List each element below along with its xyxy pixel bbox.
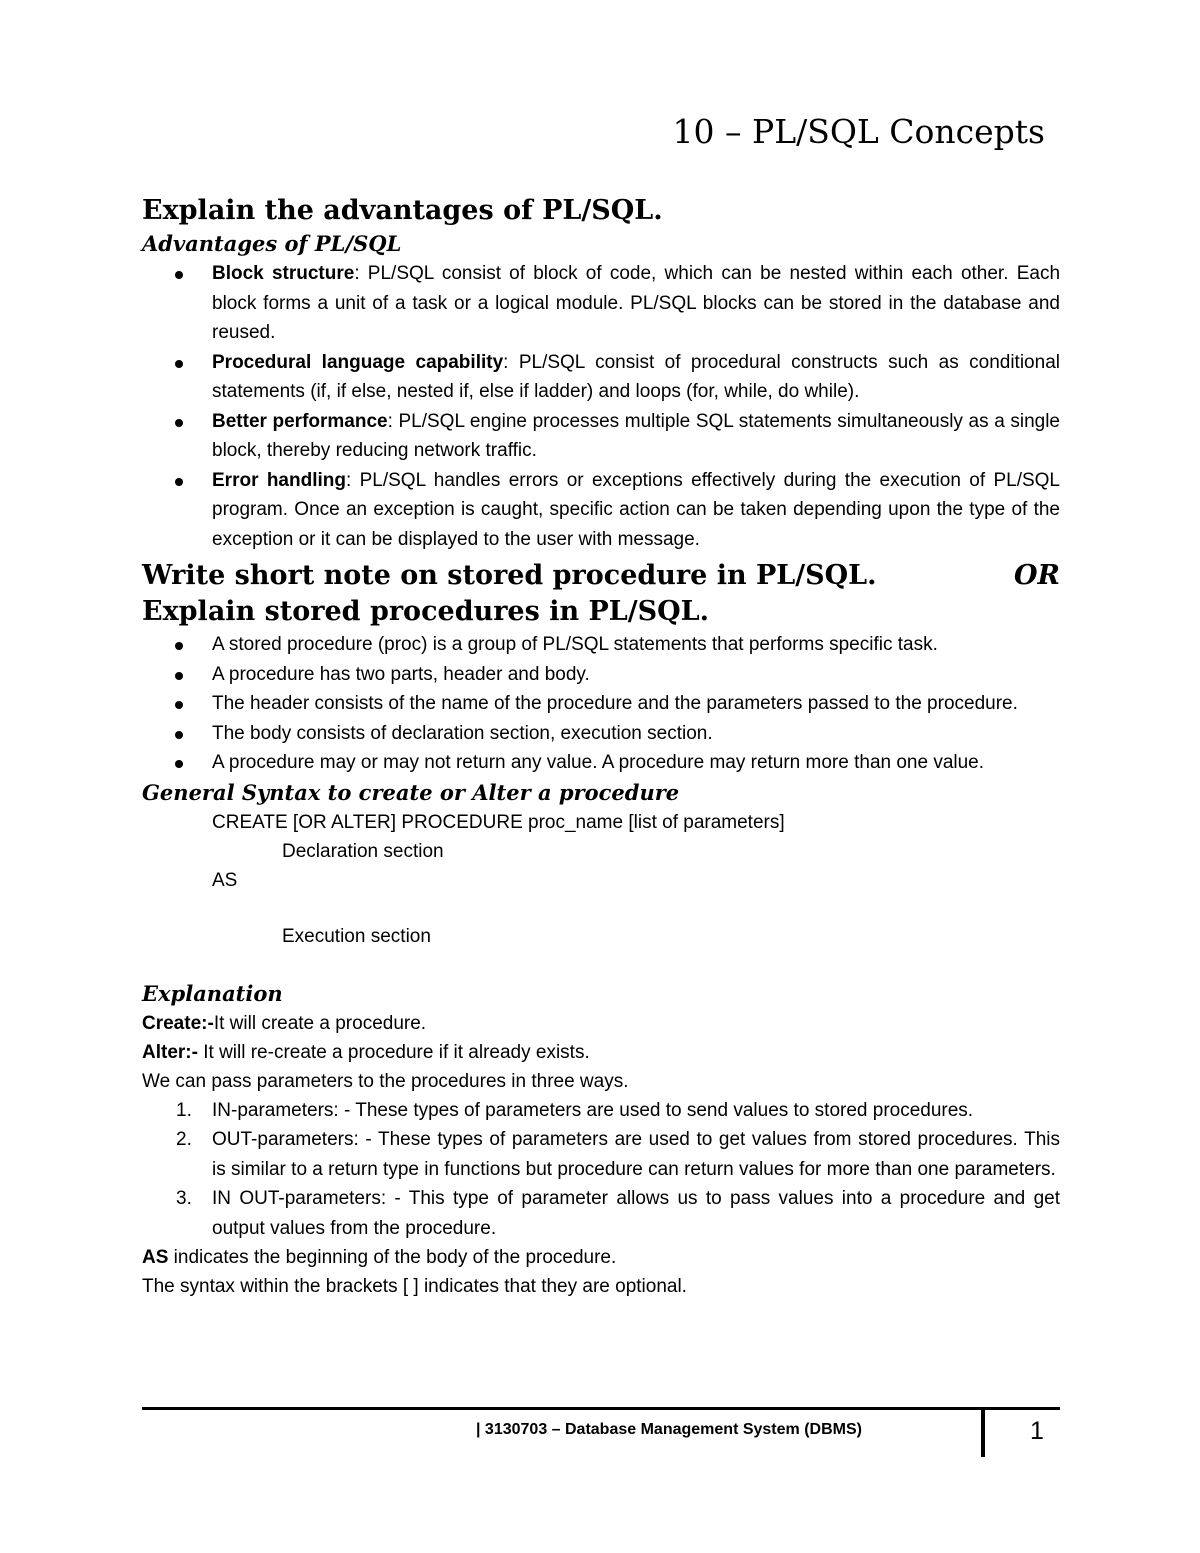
create-lead: Create:- <box>142 1012 214 1034</box>
bullet-icon <box>175 701 183 709</box>
bullet-text: : PL/SQL consist of procedural constructs such as conditional statements (if, if else, nested if, else if ladder) and loops (for, while, do while). <box>212 351 1060 402</box>
advantages-list <box>142 259 1060 554</box>
bullet-lead: Error handling <box>212 469 346 491</box>
list-item <box>142 1184 1060 1243</box>
list-item <box>142 259 1060 348</box>
syntax-line: Execution section <box>282 925 431 947</box>
syntax-line: Declaration section <box>282 840 444 862</box>
list-item <box>142 748 1060 778</box>
brackets-note: The syntax within the brackets [ ] indicates that they are optional. <box>142 1276 687 1297</box>
bullet-text: The body consists of declaration section, execution section. <box>212 722 713 744</box>
explanation-heading: Explanation <box>142 980 283 1006</box>
bullet-icon <box>175 360 183 368</box>
item-text: IN OUT-parameters: - This type of parameter allows us to pass values into a procedure and get output values from the procedure. <box>212 1188 1060 1239</box>
bullet-icon <box>175 419 183 427</box>
syntax-line: AS <box>212 869 238 891</box>
list-item <box>142 689 1060 719</box>
chapter-title: 10 – PL/SQL Concepts <box>672 112 1045 151</box>
parameters-list <box>142 1096 1060 1244</box>
section1-heading: Explain the advantages of PL/SQL. <box>142 195 663 226</box>
alter-lead: Alter:- <box>142 1041 198 1063</box>
section1-subheading: Advantages of PL/SQL <box>142 231 402 256</box>
item-number: 2. <box>176 1129 192 1150</box>
alter-text: It will re-create a procedure if it already exists. <box>197 1041 590 1063</box>
item-number: 3. <box>176 1188 192 1209</box>
bullet-lead: Block structure <box>212 263 355 284</box>
list-item <box>142 630 1060 660</box>
bullet-text: A stored procedure (proc) is a group of PL/SQL statements that performs specific task. <box>212 634 938 655</box>
bullet-text: : PL/SQL handles errors or exceptions effectively during the execution of PL/SQL program. Once an exception is caught, specific action can be taken depending upon the type of the exception or it can be displayed to the user with message. <box>212 469 1060 550</box>
bullet-icon <box>175 760 183 768</box>
syntax-spacer <box>142 895 1060 922</box>
bullet-icon <box>175 271 183 279</box>
page-content <box>142 193 1060 1301</box>
section2-heading-line2: Explain stored procedures in PL/SQL. <box>142 596 710 627</box>
list-item <box>142 466 1060 555</box>
list-item <box>142 1125 1060 1184</box>
list-item <box>142 407 1060 466</box>
bullet-text: : PL/SQL engine processes multiple SQL statements simultaneously as a single block, thereby reducing network traffic. <box>212 410 1061 461</box>
alter-note <box>142 1038 1060 1067</box>
bullet-icon <box>175 478 183 486</box>
footer-divider <box>142 1407 1060 1410</box>
item-text: OUT-parameters: - These types of parameters are used to get values from stored procedures. This is similar to a return type in functions but procedure can return values for more than one parameters. <box>212 1129 1060 1180</box>
list-item <box>142 1096 1060 1126</box>
syntax-line: CREATE [OR ALTER] PROCEDURE proc_name [list of parameters] <box>212 811 785 833</box>
syntax-block <box>142 808 1060 951</box>
bullet-lead: Better performance <box>212 410 388 432</box>
bullet-text: A procedure may or may not return any value. A procedure may return more than one value. <box>212 752 985 773</box>
item-text: IN-parameters: - These types of parameters are used to send values to stored procedures. <box>212 1099 974 1121</box>
bullet-icon <box>175 731 183 739</box>
item-number: 1. <box>176 1099 192 1121</box>
as-note <box>142 1243 1060 1272</box>
page-number: 1 <box>1030 1417 1044 1445</box>
create-text: It will create a procedure. <box>213 1012 427 1034</box>
list-item <box>142 348 1060 407</box>
list-item <box>142 719 1060 749</box>
params-intro: We can pass parameters to the procedures in three ways. <box>142 1070 629 1092</box>
create-note <box>142 1009 1060 1038</box>
bullet-lead: Procedural language capability <box>212 351 504 373</box>
list-item <box>142 660 1060 690</box>
footer-separator <box>981 1410 985 1457</box>
bullet-text: A procedure has two parts, header and body. <box>212 663 590 685</box>
section2-heading-line1: Write short note on stored procedure in PL/SQL. <box>142 560 877 591</box>
footer-course: | 3130703 – Database Management System (DBMS) <box>476 1421 862 1438</box>
bullet-text: : PL/SQL consist of block of code, which can be nested within each other. Each block forms a unit of a task or a logical module. PL/SQL blocks can be stored in the database and reused. <box>212 263 1061 343</box>
syntax-heading: General Syntax to create or Alter a procedure <box>142 779 680 805</box>
bullet-icon <box>175 672 183 680</box>
procedure-list <box>142 630 1060 778</box>
bullet-text: The header consists of the name of the procedure and the parameters passed to the procedure. <box>212 693 1018 714</box>
heading-or: OR <box>1014 560 1060 591</box>
section2-heading <box>142 558 1060 594</box>
bullet-icon <box>175 642 183 650</box>
as-lead: AS <box>142 1247 169 1268</box>
as-text: indicates the beginning of the body of the procedure. <box>168 1247 617 1268</box>
